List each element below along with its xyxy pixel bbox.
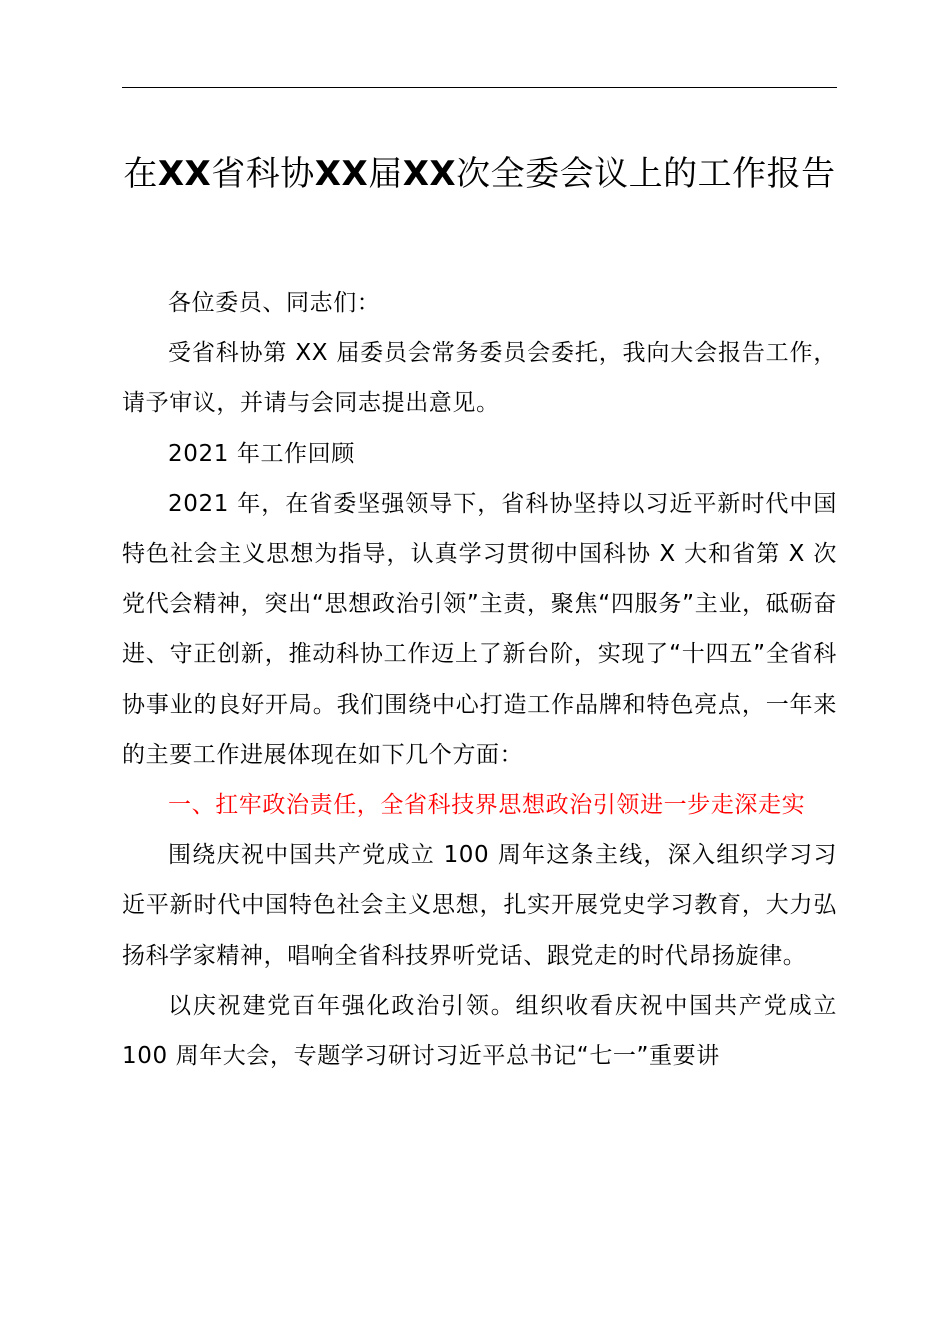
title-placeholder-1: XX [157, 154, 212, 194]
title-text-4: 次全委会议上的工作报告 [456, 154, 836, 194]
title-text-3: 届 [368, 154, 403, 194]
section-1-paragraph-2: 以庆祝建党百年强化政治引领。组织收看庆祝中国共产党成立 100 周年大会，专题学习研讨习近平总书记“七一”重要讲 [122, 992, 837, 1070]
review-paragraph: 2021 年，在省委坚强领导下，省科协坚持以习近平新时代中国特色社会主义思想为指导，认真学习贯彻中国科协 X 大和省第 X 次党代会精神，突出“思想政治引领”主责，聚焦“四服务”主业，砥砺奋进、守正创新，推动科协工作迈上了新台阶，实现了“十四五”全省科协事业的良好开局。我们围绕中心打造工作品牌和特色亮点，一年来的主要工作进展体现在如下几个方面： [122, 490, 837, 768]
document-title [122, 148, 837, 200]
title-placeholder-2: XX [314, 154, 369, 194]
section-1-paragraph-1: 围绕庆祝中国共产党成立 100 周年这条主线，深入组织学习习近平新时代中国特色社会主义思想，扎实开展党史学习教育，大力弘扬科学家精神，唱响全省科技界听党话、跟党走的时代昂扬旋律。 [122, 842, 837, 969]
header-rule [122, 87, 837, 88]
section-heading-1: 一、扛牢政治责任，全省科技界思想政治引领进一步走深走实 [168, 792, 806, 819]
title-text-2: 省科协 [211, 154, 315, 194]
section-heading-review: 2021 年工作回顾 [168, 440, 355, 467]
opening-paragraph: 受省科协第 XX 届委员会常务委员会委托，我向大会报告工作，请予审议，并请与会同志提出意见。 [122, 340, 837, 417]
document-body [122, 278, 837, 1081]
salutation: 各位委员、同志们： [168, 290, 381, 316]
title-placeholder-3: XX [402, 154, 457, 194]
title-text-1: 在 [123, 154, 158, 194]
